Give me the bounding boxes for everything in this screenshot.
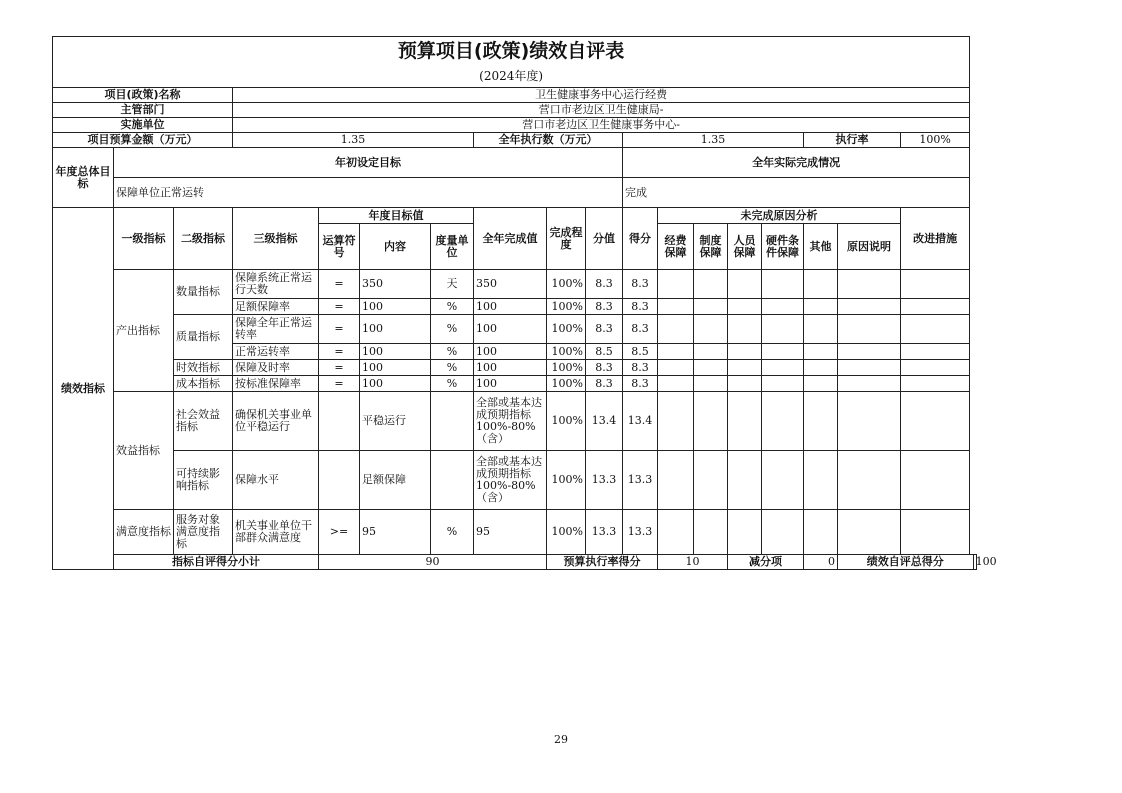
output-indicators-label: 产出指标 (114, 270, 174, 392)
unit-cell: 天 (431, 270, 474, 299)
weight-cell: 13.3 (586, 451, 623, 510)
content-cell: 100 (360, 299, 431, 315)
operator-cell: = (319, 376, 360, 392)
actual-cell: 全部或基本达成预期指标100%-80%（含） (474, 451, 547, 510)
content-header: 内容 (360, 224, 431, 270)
actual-value-header: 全年完成值 (474, 208, 547, 270)
content-cell: 平稳运行 (360, 392, 431, 451)
score-cell: 8.3 (623, 360, 658, 376)
actual-completion-value: 完成 (623, 178, 970, 208)
project-name-label: 项目(政策)名称 (53, 88, 233, 103)
weight-cell: 8.3 (586, 299, 623, 315)
score-cell: 8.3 (623, 299, 658, 315)
actual-cell: 100 (474, 360, 547, 376)
actual-cell: 100 (474, 299, 547, 315)
score-cell: 13.3 (623, 451, 658, 510)
level2-cell: 质量指标 (174, 315, 233, 360)
level3-cell: 机关事业单位干部群众满意度 (233, 510, 319, 555)
content-cell: 350 (360, 270, 431, 299)
degree-cell: 100% (547, 299, 586, 315)
implementing-unit-value: 营口市老边区卫生健康事务中心- (233, 118, 970, 133)
performance-indicators-label: 绩效指标 (53, 208, 114, 570)
project-name-value: 卫生健康事务中心运行经费 (233, 88, 970, 103)
total-score-value: 100 (973, 555, 976, 570)
actual-completion-header: 全年实际完成情况 (623, 148, 970, 178)
completion-degree-header: 完成程度 (547, 208, 586, 270)
operator-cell: = (319, 299, 360, 315)
content-cell: 100 (360, 376, 431, 392)
level2-cell: 成本指标 (174, 376, 233, 392)
weight-cell: 8.3 (586, 315, 623, 344)
level3-header: 三级指标 (233, 208, 319, 270)
deduction-value: 0 (804, 555, 838, 570)
content-cell: 100 (360, 360, 431, 376)
content-cell: 足额保障 (360, 451, 431, 510)
planned-goal-header: 年初设定目标 (114, 148, 623, 178)
unit-cell (431, 392, 474, 451)
evaluation-table (52, 36, 997, 570)
score-cell: 8.3 (623, 270, 658, 299)
operator-header: 运算符号 (319, 224, 360, 270)
reason-staff-header: 人员保障 (728, 224, 762, 270)
total-score-label: 绩效自评总得分 (838, 555, 974, 570)
level2-cell: 数量指标 (174, 270, 233, 315)
execution-amount-label: 全年执行数（万元） (474, 133, 623, 148)
level3-cell: 正常运转率 (233, 344, 319, 360)
unit-header: 度量单位 (431, 224, 474, 270)
page-number: 29 (554, 733, 568, 746)
score-cell: 8.3 (623, 376, 658, 392)
table-row (53, 510, 977, 555)
table-row (53, 315, 977, 344)
table-row (53, 376, 977, 392)
table-row (53, 360, 977, 376)
actual-cell: 95 (474, 510, 547, 555)
operator-cell: = (319, 315, 360, 344)
department-value: 营口市老边区卫生健康局- (233, 103, 970, 118)
level3-cell: 足额保障率 (233, 299, 319, 315)
operator-cell: = (319, 360, 360, 376)
degree-cell: 100% (547, 360, 586, 376)
actual-cell: 350 (474, 270, 547, 299)
level1-header: 一级指标 (114, 208, 174, 270)
benefit-indicators-label: 效益指标 (114, 392, 174, 510)
content-cell: 100 (360, 344, 431, 360)
form-title: 预算项目(政策)绩效自评表 (53, 37, 970, 66)
actual-cell: 100 (474, 315, 547, 344)
implementing-unit-label: 实施单位 (53, 118, 233, 133)
degree-cell: 100% (547, 376, 586, 392)
level2-cell: 社会效益指标 (174, 392, 233, 451)
budget-amount-value: 1.35 (233, 133, 474, 148)
weight-cell: 8.3 (586, 270, 623, 299)
level2-cell: 时效指标 (174, 360, 233, 376)
weight-cell: 8.5 (586, 344, 623, 360)
unit-cell: % (431, 376, 474, 392)
reason-other-header: 其他 (804, 224, 838, 270)
actual-cell: 100 (474, 376, 547, 392)
table-row (53, 392, 977, 451)
degree-cell: 100% (547, 510, 586, 555)
unit-cell: % (431, 360, 474, 376)
operator-cell (319, 451, 360, 510)
level3-cell: 按标准保障率 (233, 376, 319, 392)
level3-cell: 保障系统正常运行天数 (233, 270, 319, 299)
reason-note-header: 原因说明 (838, 224, 901, 270)
budget-amount-label: 项目预算金额（万元） (53, 133, 233, 148)
execution-rate-value: 100% (901, 133, 970, 148)
unit-cell: % (431, 299, 474, 315)
level2-cell: 服务对象满意度指标 (174, 510, 233, 555)
score-cell: 13.3 (623, 510, 658, 555)
level3-cell: 保障及时率 (233, 360, 319, 376)
unit-cell (431, 451, 474, 510)
planned-goal-value: 保障单位正常运转 (114, 178, 623, 208)
operator-cell: >= (319, 510, 360, 555)
degree-cell: 100% (547, 270, 586, 299)
improvement-header: 改进措施 (901, 208, 970, 270)
unit-cell: % (431, 315, 474, 344)
operator-cell: = (319, 344, 360, 360)
budget-score-value: 10 (658, 555, 728, 570)
table-row (53, 270, 977, 299)
form-year: (2024年度) (53, 66, 970, 88)
table-row (53, 451, 977, 510)
degree-cell: 100% (547, 451, 586, 510)
reason-hardware-header: 硬件条件保障 (762, 224, 804, 270)
performance-evaluation-form (52, 36, 997, 570)
operator-cell: = (319, 270, 360, 299)
degree-cell: 100% (547, 392, 586, 451)
content-cell: 95 (360, 510, 431, 555)
level3-cell: 保障全年正常运转率 (233, 315, 319, 344)
annual-goal-label: 年度总体目标 (53, 148, 114, 208)
weight-header: 分值 (586, 208, 623, 270)
deduction-label: 减分项 (728, 555, 804, 570)
subtotal-label: 指标自评得分小计 (114, 555, 319, 570)
budget-score-label: 预算执行率得分 (547, 555, 658, 570)
level2-cell: 可持续影响指标 (174, 451, 233, 510)
weight-cell: 8.3 (586, 360, 623, 376)
level3-cell: 确保机关事业单位平稳运行 (233, 392, 319, 451)
weight-cell: 8.3 (586, 376, 623, 392)
level3-cell: 保障水平 (233, 451, 319, 510)
score-cell: 8.5 (623, 344, 658, 360)
satisfaction-indicators-label: 满意度指标 (114, 510, 174, 555)
weight-cell: 13.3 (586, 510, 623, 555)
reason-system-header: 制度保障 (694, 224, 728, 270)
score-cell: 13.4 (623, 392, 658, 451)
annual-target-header: 年度目标值 (319, 208, 474, 224)
unit-cell: % (431, 344, 474, 360)
actual-cell: 100 (474, 344, 547, 360)
level2-header: 二级指标 (174, 208, 233, 270)
actual-cell: 全部或基本达成预期指标100%-80%（含） (474, 392, 547, 451)
operator-cell (319, 392, 360, 451)
reason-analysis-header: 未完成原因分析 (658, 208, 901, 224)
degree-cell: 100% (547, 315, 586, 344)
score-cell: 8.3 (623, 315, 658, 344)
reason-funding-header: 经费保障 (658, 224, 694, 270)
degree-cell: 100% (547, 344, 586, 360)
execution-amount-value: 1.35 (623, 133, 804, 148)
unit-cell: % (431, 510, 474, 555)
content-cell: 100 (360, 315, 431, 344)
subtotal-value: 90 (319, 555, 547, 570)
weight-cell: 13.4 (586, 392, 623, 451)
execution-rate-label: 执行率 (804, 133, 901, 148)
department-label: 主管部门 (53, 103, 233, 118)
score-header: 得分 (623, 208, 658, 270)
